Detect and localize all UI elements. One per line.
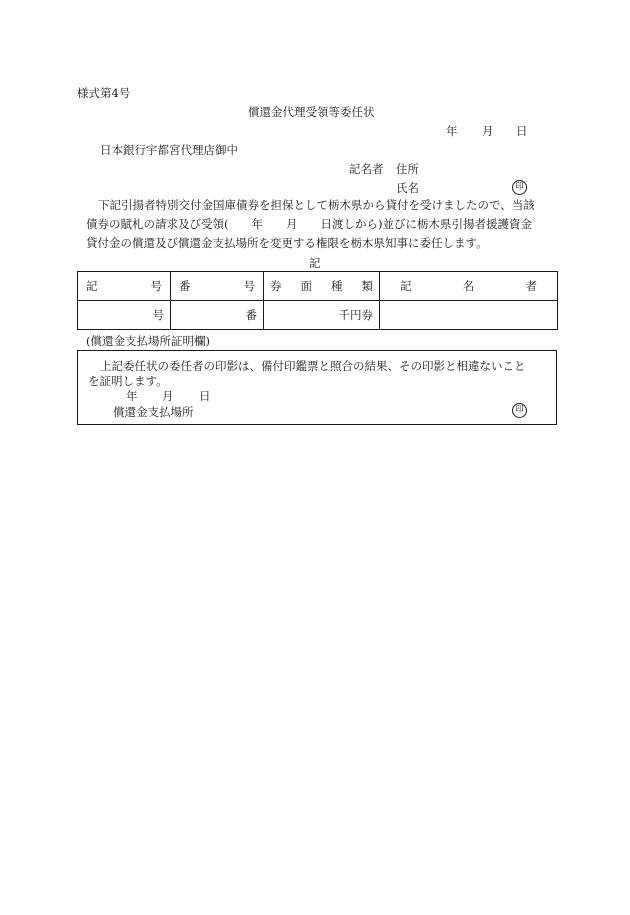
cell-senenken: 千円券 xyxy=(264,301,380,330)
header-cell-kenmen-shurui: 券 面 種 類 xyxy=(264,272,380,301)
cert-date-month: 月 xyxy=(162,389,174,403)
addressee: 日本銀行宇都宮代理店御中 xyxy=(100,143,238,157)
cell-gou: 号 xyxy=(78,301,171,330)
date-day: 日 xyxy=(516,124,528,138)
body-line: 下記引揚者特別交付金国庫債券を担保として栃木県から貸付を受けましたので、当該 xyxy=(98,198,535,212)
seal-mark: 印 xyxy=(512,180,527,195)
body-paragraph xyxy=(86,196,554,253)
document-title: 償還金代理受領等委任状 xyxy=(248,105,375,119)
cert-section-label: (償還金支払場所証明欄) xyxy=(86,334,210,348)
certificate-box xyxy=(77,350,557,425)
form-number: 様式第4号 xyxy=(77,86,131,100)
ki-heading: 記 xyxy=(309,256,321,270)
cert-date-day: 日 xyxy=(199,389,211,403)
date-month: 月 xyxy=(482,124,494,138)
cert-date-year: 年 xyxy=(126,389,138,403)
header-cell-kigou: 記 号 xyxy=(78,272,171,301)
registrant-label: 記名者 xyxy=(349,162,384,176)
body-line: 債券の賦札の請求及び受領( 年 月 日渡しから)並びに栃木県引揚者援護資金 xyxy=(86,217,532,231)
cert-line: 上記委任状の委任者の印影は、備付印鑑票と照合の結果、その印影と相違ないこと xyxy=(100,359,526,373)
table-row xyxy=(78,301,558,330)
payer-label: 償還金支払場所 xyxy=(113,405,194,419)
address-label: 住所 xyxy=(396,162,419,176)
header-cell-bangou: 番 号 xyxy=(171,272,264,301)
body-line: 貸付金の償還及び償還金支払場所を変更する権限を栃木県知事に委任します。 xyxy=(86,236,488,250)
date-year: 年 xyxy=(446,124,458,138)
bond-table xyxy=(77,271,558,330)
cell-ban: 番 xyxy=(171,301,264,330)
name-label: 氏名 xyxy=(396,181,419,195)
table-header-row xyxy=(78,272,558,301)
cert-seal-mark: 印 xyxy=(512,403,527,418)
cell-kimeisha xyxy=(380,301,558,330)
cert-line: を証明します。 xyxy=(88,374,168,388)
header-cell-kimeisha: 記 名 者 xyxy=(380,272,558,301)
